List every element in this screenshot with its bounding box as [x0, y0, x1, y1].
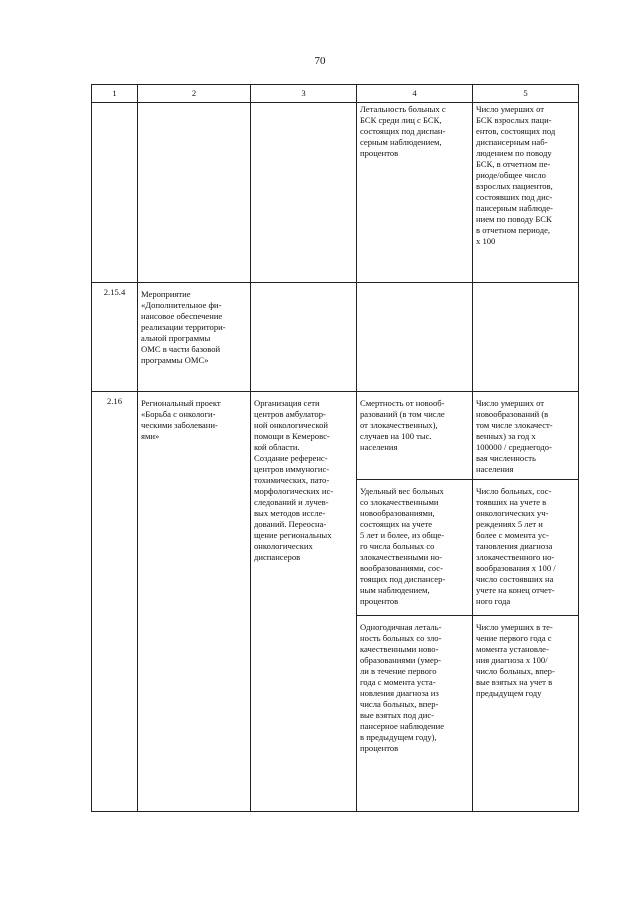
column-header: 3	[251, 85, 357, 103]
row-number: 2.15.4	[92, 283, 138, 392]
row-number	[92, 103, 138, 283]
table-row	[92, 103, 579, 283]
cell-formula: Число умерших от новообразований (в том числе злокачест- венных) за год х 100000 / среднегодо- вая численность населения	[473, 392, 579, 480]
table-row	[92, 283, 579, 392]
table-header-row	[92, 85, 579, 103]
cell-indicator: Смертность от новооб- разований (в том числе от злокачественных), случаев на 100 тыс. населения	[357, 392, 473, 480]
column-header: 5	[473, 85, 579, 103]
cell-activity: Организация сети центров амбулатор- ной онкологической помощи в Кемеровс- кой области. Создание референс- центров иммуногис- тохимических, пато- морфологических ис- следований и лучев- вых методов иссле- дований. Переосна- щение региональных онкологических диспансеров	[251, 392, 357, 812]
cell-event: Мероприятие «Дополнительное фи- нансовое обеспечение реализации территори- альной программы ОМС в части базовой программы ОМС»	[138, 283, 251, 392]
cell-formula	[473, 283, 579, 392]
column-header: 1	[92, 85, 138, 103]
cell-event	[138, 103, 251, 283]
page-number: 70	[314, 55, 326, 67]
table-row	[92, 392, 579, 480]
cell-formula: Число больных, сос- тоявших на учете в онкологических уч- реждениях 5 лет и более с момента ус- тановления диагноза злокачественного но- вообразования х 100 / число состоявших на учете на конец отчет- ного года	[473, 480, 579, 616]
cell-activity	[251, 283, 357, 392]
cell-indicator: Летальность больных с БСК среди лиц с БСК, состоящих под диспан- серным наблюдением, процентов	[357, 103, 473, 283]
row-number: 2.16	[92, 392, 138, 812]
cell-indicator	[357, 283, 473, 392]
cell-formula: Число умерших в те- чение первого года с момента установле- ния диагноза х 100/ число больных, впер- вые взятых на учет в предыдущем году	[473, 616, 579, 812]
cell-event: Региональный проект «Борьба с онкологи- ческими заболевани- ями»	[138, 392, 251, 812]
cell-formula: Число умерших от БСК взрослых паци- ентов, состоящих под диспансерным наб- людением по поводу БСК, в отчетном пе- риоде/общее число взрослых пациентов, состоявших под дис- пансерным наблюде- нием по поводу БСК в отчетном периоде, х 100	[473, 103, 579, 283]
column-header: 2	[138, 85, 251, 103]
cell-activity	[251, 103, 357, 283]
column-header: 4	[357, 85, 473, 103]
cell-indicator: Одногодичная леталь- ность больных со зло- качественными ново- образованиями (умер- ли в течение первого года с момента уста- новления диагноза из числа больных, впер- вые взятых под дис- пансерное наблюдение в предыдущем году), процентов	[357, 616, 473, 812]
cell-indicator: Удельный вес больных со злокачественными новообразованиями, состоящих на учете 5 лет и более, из обще- го числа больных со злокачественными но- вообразованиями, сос- тоящих под диспансер- ным наблюдением, процентов	[357, 480, 473, 616]
indicators-table	[91, 84, 579, 812]
